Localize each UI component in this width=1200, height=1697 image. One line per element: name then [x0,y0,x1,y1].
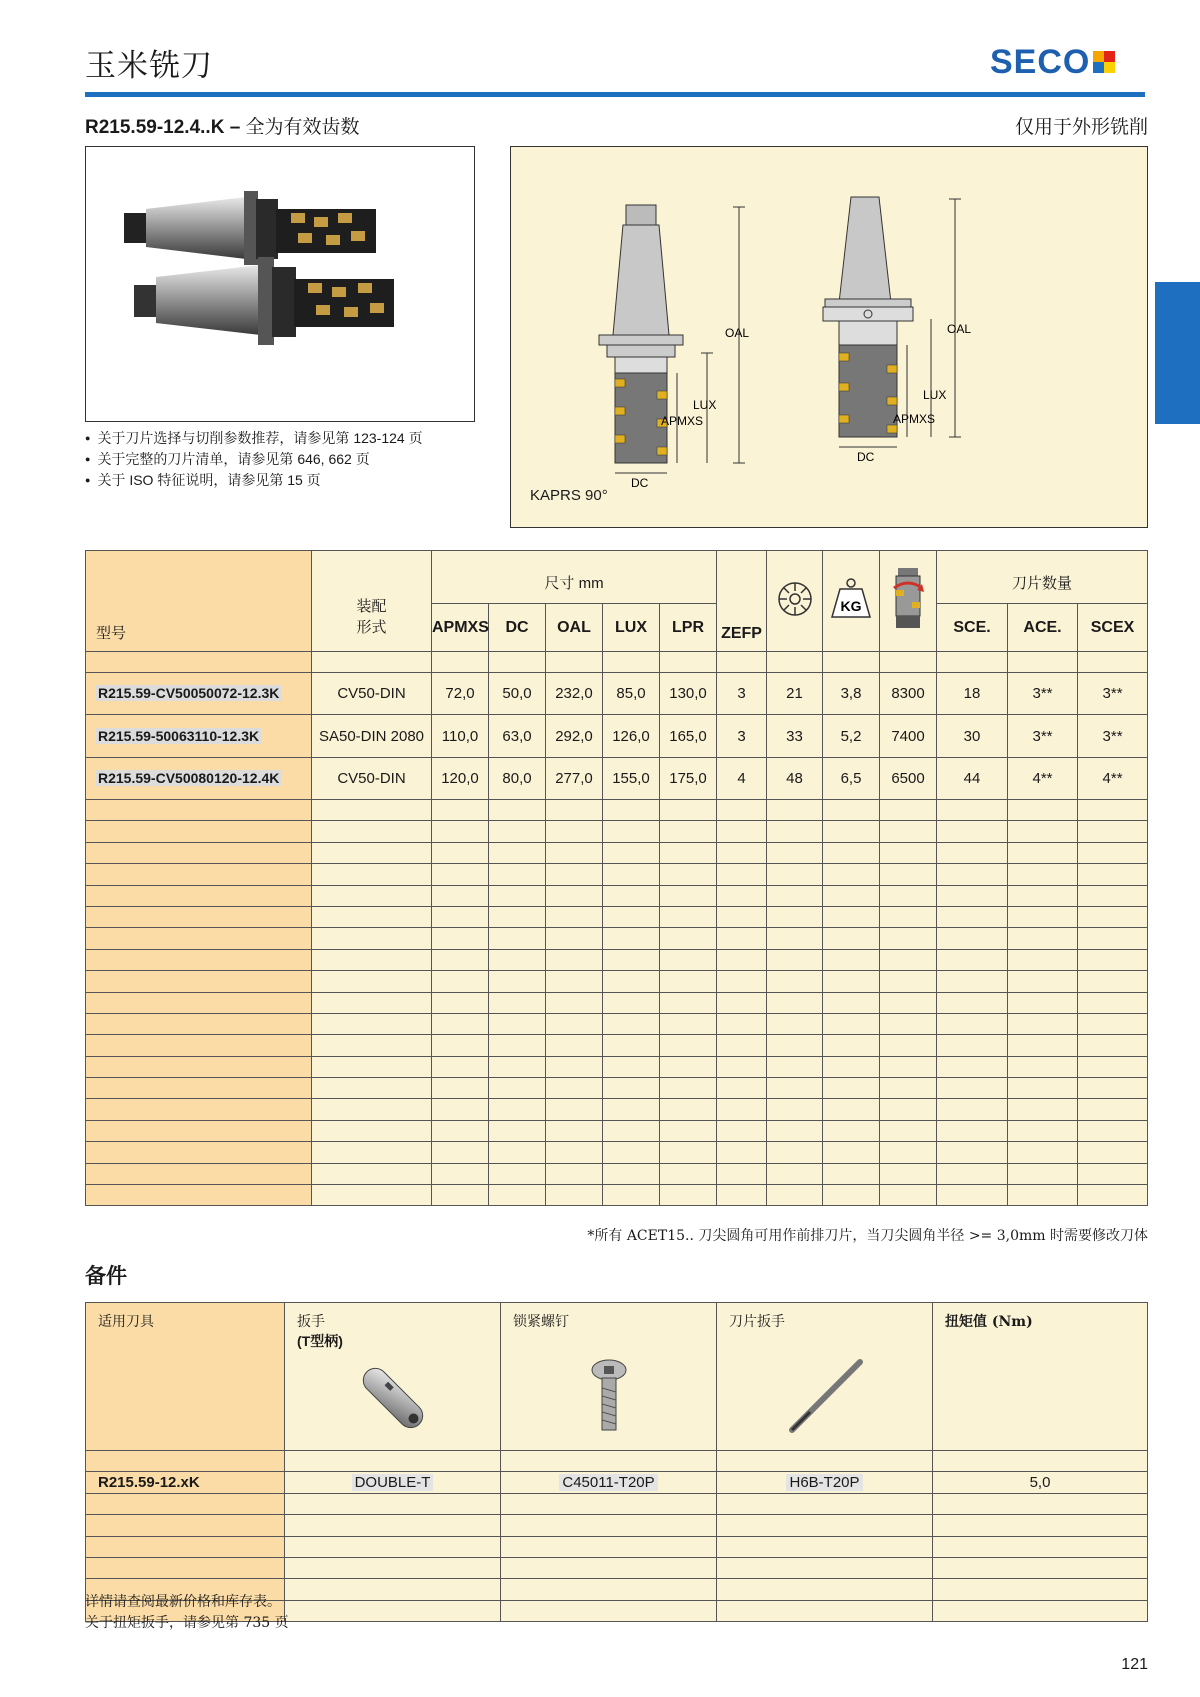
acc-spacer-row [86,1451,1148,1472]
table-blank-row [86,1099,1148,1120]
dc-cell: 80,0 [489,758,546,800]
zefp-cell: 3 [717,673,767,715]
teeth-header [767,551,823,652]
lux-label: LUX [923,388,947,402]
product-table [85,550,1148,1206]
logo-mark-icon [1093,51,1115,73]
note-item: ● 关于 ISO 特征说明，请参见第 15 页 [85,470,423,491]
table-row [86,758,1148,800]
dc-cell: 63,0 [489,715,546,758]
acc-blank-row [86,1557,1148,1578]
table-blank-row [86,1120,1148,1141]
rpm-cell: 8300 [880,673,937,715]
accessories-title: 备件 [85,1263,127,1288]
kaprs-label: KAPRS 90° [530,487,608,504]
note-item: ● 关于刀片选择与切削参数推荐，请参见第 123-124 页 [85,428,423,449]
table-blank-row [86,1142,1148,1163]
model-header: 型号 [86,551,312,652]
apmxs-label: APMXS [893,412,936,426]
fit-header-line1: 装配 [356,597,387,615]
torque-header: 扭矩值 (Nm) [933,1303,1148,1451]
kg-cell: 3,8 [823,673,880,715]
section-tab [1155,282,1200,424]
ace-cell: 3** [1008,715,1078,758]
fit-cell: CV50-DIN [312,673,432,715]
wrench-header [285,1303,501,1451]
zefp-cell: 3 [717,715,767,758]
usage-note: 仅用于外形铣削 [1014,116,1148,138]
oal-header: OAL [546,604,603,652]
scex-cell: 4** [1078,758,1148,800]
zefp-cell: 4 [717,758,767,800]
technical-drawing [510,146,1148,528]
teeth-cell: 33 [767,715,823,758]
bottom-note: 关于扭矩扳手，请参见第 735 页 [85,1615,289,1631]
sce-cell: 30 [937,715,1008,758]
table-blank-row [86,1185,1148,1206]
lux-cell: 85,0 [603,673,660,715]
table-footnote: *所有 ACET15.. 刀尖圆角可用作前排刀片，当刀尖圆角半径 >= 3,0mm 时需要修改刀体 [587,1228,1148,1244]
sce-cell: 44 [937,758,1008,800]
lpr-cell: 175,0 [660,758,717,800]
table-blank-row [86,885,1148,906]
lux-cell: 126,0 [603,715,660,758]
table-blank-row [86,1013,1148,1034]
product-photo [85,146,475,422]
page-number: 121 [1121,1656,1148,1673]
fit-cell: SA50-DIN 2080 [312,715,432,758]
oal-cell: 232,0 [546,673,603,715]
oal-cell: 277,0 [546,758,603,800]
table-row [86,673,1148,715]
key-code: H6B-T20P [786,1474,862,1491]
lux-header: LUX [603,604,660,652]
accessories-table [85,1302,1148,1622]
tool-header: 适用刀具 [86,1303,285,1451]
oal-label: OAL [725,326,750,340]
scex-cell: 3** [1078,673,1148,715]
table-blank-row [86,842,1148,863]
oal-cell: 292,0 [546,715,603,758]
milling-cutter-photo-icon [86,147,474,421]
rpm-cell: 7400 [880,715,937,758]
torque-cell: 5,0 [933,1472,1148,1493]
table-blank-row [86,949,1148,970]
teeth-cell: 48 [767,758,823,800]
key-header [717,1303,933,1451]
screw-code: C45011-T20P [559,1474,657,1491]
accessory-row [86,1472,1148,1493]
dims-group-header: 尺寸 mm [432,551,717,604]
dc-header: DC [489,604,546,652]
fit-cell: CV50-DIN [312,758,432,800]
teeth-cell: 21 [767,673,823,715]
apmxs-cell: 120,0 [432,758,489,800]
weight-header [823,551,880,652]
table-blank-row [86,800,1148,821]
acc-blank-row [86,1536,1148,1557]
table-blank-row [86,1035,1148,1056]
insert-key-icon [780,1358,870,1438]
subtitle-code: R215.59-12.4..K – [85,117,241,138]
reference-notes [85,428,423,491]
fit-header-line2: 形式 [356,618,387,636]
screw-icon [584,1358,634,1438]
screw-header [501,1303,717,1451]
seco-logo [990,44,1115,80]
lux-label: LUX [693,398,717,412]
wrench-header-line1: 扳手 [297,1314,325,1330]
ace-cell: 3** [1008,673,1078,715]
lpr-cell: 165,0 [660,715,717,758]
kg-cell: 5,2 [823,715,880,758]
note-item: ● 关于完整的刀片清单，请参见第 646, 662 页 [85,449,423,470]
kg-label: KG [840,598,862,614]
lux-cell: 155,0 [603,758,660,800]
rpm-header [880,551,937,652]
tool-cell: R215.59-12.xK [86,1472,285,1493]
bottom-note: 详情请查阅最新价格和库存表。 [85,1594,281,1610]
key-header-label: 刀片扳手 [729,1314,785,1330]
bottom-notes [85,1592,289,1634]
table-spacer-row [86,652,1148,673]
wrench-code: DOUBLE-T [352,1474,434,1491]
table-blank-row [86,906,1148,927]
weight-icon [828,575,874,623]
rotation-speed-icon [890,566,926,632]
ace-cell: 4** [1008,758,1078,800]
insert-group-header: 刀片数量 [937,551,1148,604]
fit-header [312,551,432,652]
table-blank-row [86,992,1148,1013]
table-blank-row [86,971,1148,992]
apmxs-label: APMXS [661,414,704,428]
dc-label: DC [631,476,649,490]
rpm-cell: 6500 [880,758,937,800]
table-blank-row [86,864,1148,885]
scex-header: SCEX [1078,604,1148,652]
sce-header: SCE. [937,604,1008,652]
table-blank-row [86,821,1148,842]
dimension-drawing-icon [511,147,1147,527]
table-blank-row [86,928,1148,949]
lpr-header: LPR [660,604,717,652]
cutter-teeth-icon [775,579,815,619]
apmxs-header: APMXS [432,604,489,652]
sce-cell: 18 [937,673,1008,715]
header-rule [85,92,1145,97]
screw-header-label: 锁紧螺钉 [513,1314,569,1330]
ace-header: ACE. [1008,604,1078,652]
logo-text: SECO [990,42,1091,81]
table-blank-row [86,1078,1148,1099]
page-title: 玉米铣刀 [85,48,213,84]
acc-blank-row [86,1515,1148,1536]
zefp-header: ZEFP [717,551,767,652]
oal-label: OAL [947,322,972,336]
table-blank-row [86,1163,1148,1184]
t-wrench-icon [348,1358,438,1438]
acc-blank-row [86,1493,1148,1514]
dc-label: DC [857,450,875,464]
product-subtitle [85,112,360,139]
wrench-header-line2: (T型柄) [297,1333,343,1349]
dc-cell: 50,0 [489,673,546,715]
table-blank-row [86,1056,1148,1077]
table-row [86,715,1148,758]
kg-cell: 6,5 [823,758,880,800]
model-code: R215.59-50063110-12.3K [98,727,260,744]
lpr-cell: 130,0 [660,673,717,715]
model-code: R215.59-CV50050072-12.3K [98,685,280,701]
scex-cell: 3** [1078,715,1148,758]
apmxs-cell: 72,0 [432,673,489,715]
apmxs-cell: 110,0 [432,715,489,758]
model-code: R215.59-CV50080120-12.4K [98,770,280,786]
subtitle-text: 全为有效齿数 [245,116,360,138]
